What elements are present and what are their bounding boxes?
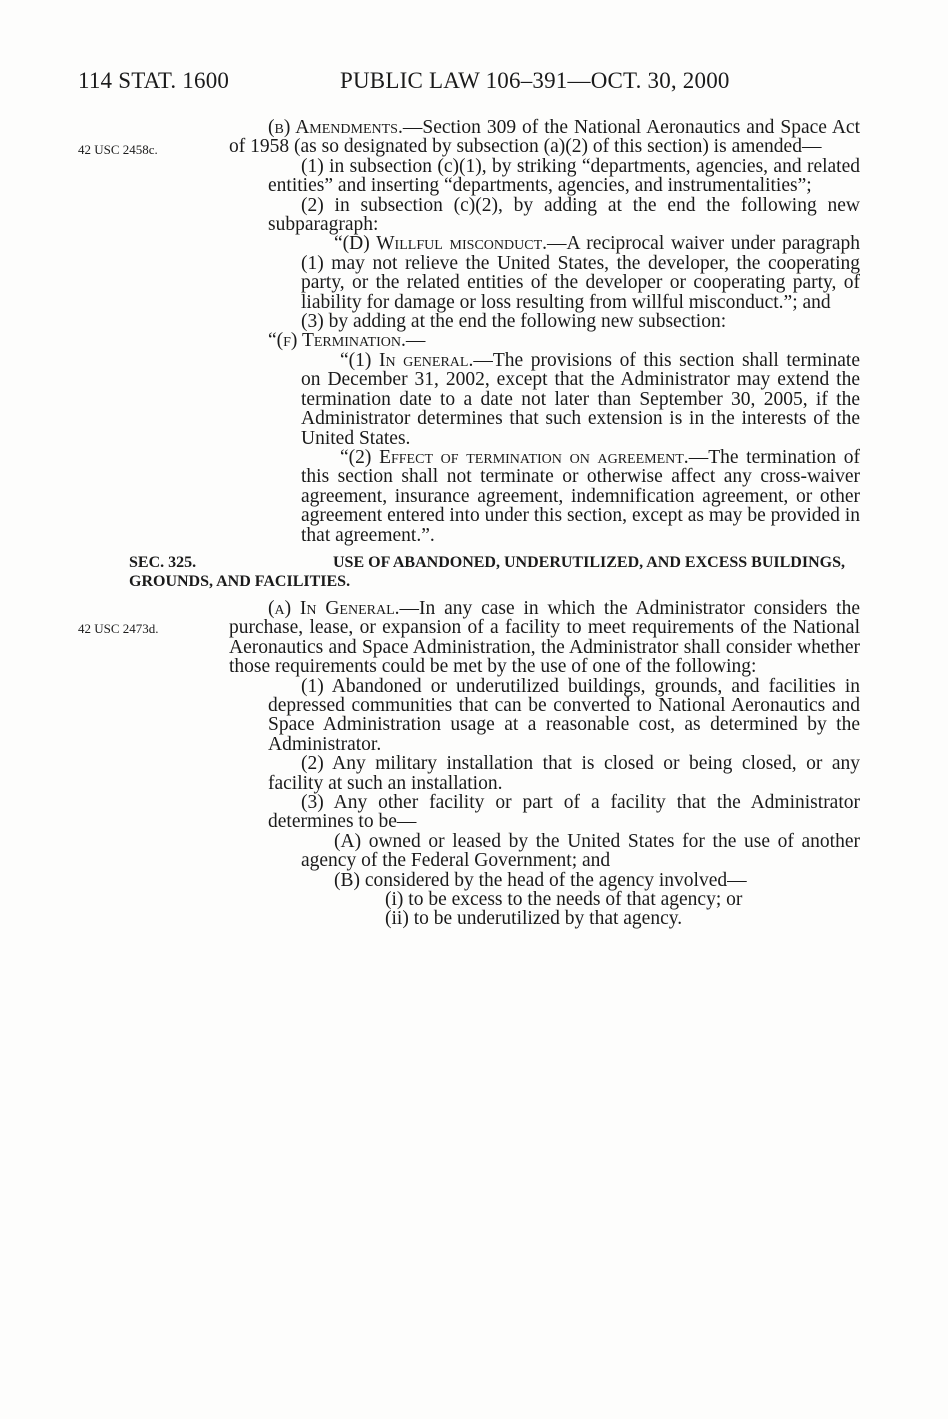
subsection-b-text: —Section 309 of the National Aeronautics and Space Act of 1958 (as so designated by subsection (a)(2) of this section) is amended— [229, 117, 860, 158]
amendment-item-3: (3) by adding at the end the following new subsection: [301, 311, 727, 333]
subsection-f-heading: “(f) Termination.— [268, 330, 426, 352]
statute-page-number: 114 STAT. 1600 [78, 68, 230, 93]
margin-note-usc-2458c: 42 USC 2458c. [78, 142, 158, 157]
subsection-b-heading: (b) Amendments. [268, 117, 403, 138]
subsection-b-paragraph [229, 118, 860, 157]
list-item-3: (3) Any other facility or part of a facility that the Administrator determines to be— [268, 792, 860, 833]
amendment-item-1: (1) in subsection (c)(1), by striking “departments, agencies, and related entities” and inserting “departments, agencies, and instrumentalities”; [268, 155, 860, 197]
document-body [129, 117, 861, 930]
amendment-item-2: (2) in subsection (c)(2), by adding at the end the following new subparagraph: [268, 194, 860, 236]
subparagraph-d-text: —A reciprocal waiver under paragraph (1) may not relieve the United States, the developer, the cooperating party, or the related entities of the developer or cooperating party, of liability for damage or loss resulting from willful misconduct.”; and [301, 233, 860, 313]
list-item-b: (B) considered by the head of the agency involved— [334, 869, 747, 891]
list-item-ii: (ii) to be underutilized by that agency. [385, 908, 683, 930]
paragraph-f1-heading: “(1) In general. [340, 349, 474, 371]
paragraph-f2-text: —The termination of this section shall not terminate or otherwise affect any cross-waiver agreement, insurance agreement, indemnification agreement, or other agreement entered into under this section, except as may be provided in that agreement.”. [301, 446, 860, 546]
section-number: SEC. 325. [129, 553, 197, 571]
subparagraph-d [229, 234, 860, 312]
subsection-a-heading: (a) In General. [268, 597, 400, 619]
list-item-2: (2) Any military installation that is closed or being closed, or any facility at such an installation. [268, 753, 860, 794]
subparagraph-d-heading: “(D) Willful misconduct. [334, 233, 547, 255]
list-item-1: (1) Abandoned or underutilized buildings, grounds, and facilities in depressed communities that can be converted to National Aeronautics and Space Administration usage at a reasonable cost, as determined by the Administrator. [268, 675, 860, 755]
subsection-a-paragraph [229, 599, 860, 677]
subsection-a-text: —In any case in which the Administrator considers the purchase, lease, or expansion of a facility to meet requirements of the National Aeronautics and Space Administration, the Administrator shall consider whether those requirements could be met by the use of one of the following: [229, 597, 861, 678]
list-item-i: (i) to be excess to the needs of that agency; or [385, 889, 743, 911]
list-item-a: (A) owned or leased by the United States for the use of another agency of the Federal Government; and [301, 830, 860, 872]
paragraph-f2-heading: “(2) Effect of termination on agreement. [340, 446, 689, 468]
paragraph-f2 [229, 448, 860, 545]
section-325-heading [129, 553, 860, 591]
margin-note-usc-2473d: 42 USC 2473d. [78, 621, 159, 636]
public-law-citation: PUBLIC LAW 106–391—OCT. 30, 2000 [340, 68, 730, 93]
section-title: USE OF ABANDONED, UNDERUTILIZED, AND EXCESS BUILDINGS, GROUNDS, AND FACILITIES. [129, 553, 845, 590]
paragraph-f1-text: —The provisions of this section shall terminate on December 31, 2002, except that the Administrator may extend the termination date to a date not later than September 30, 2005, if the Administrator determines that such extension is in the interests of the United States. [301, 349, 860, 449]
paragraph-f1 [229, 351, 860, 448]
